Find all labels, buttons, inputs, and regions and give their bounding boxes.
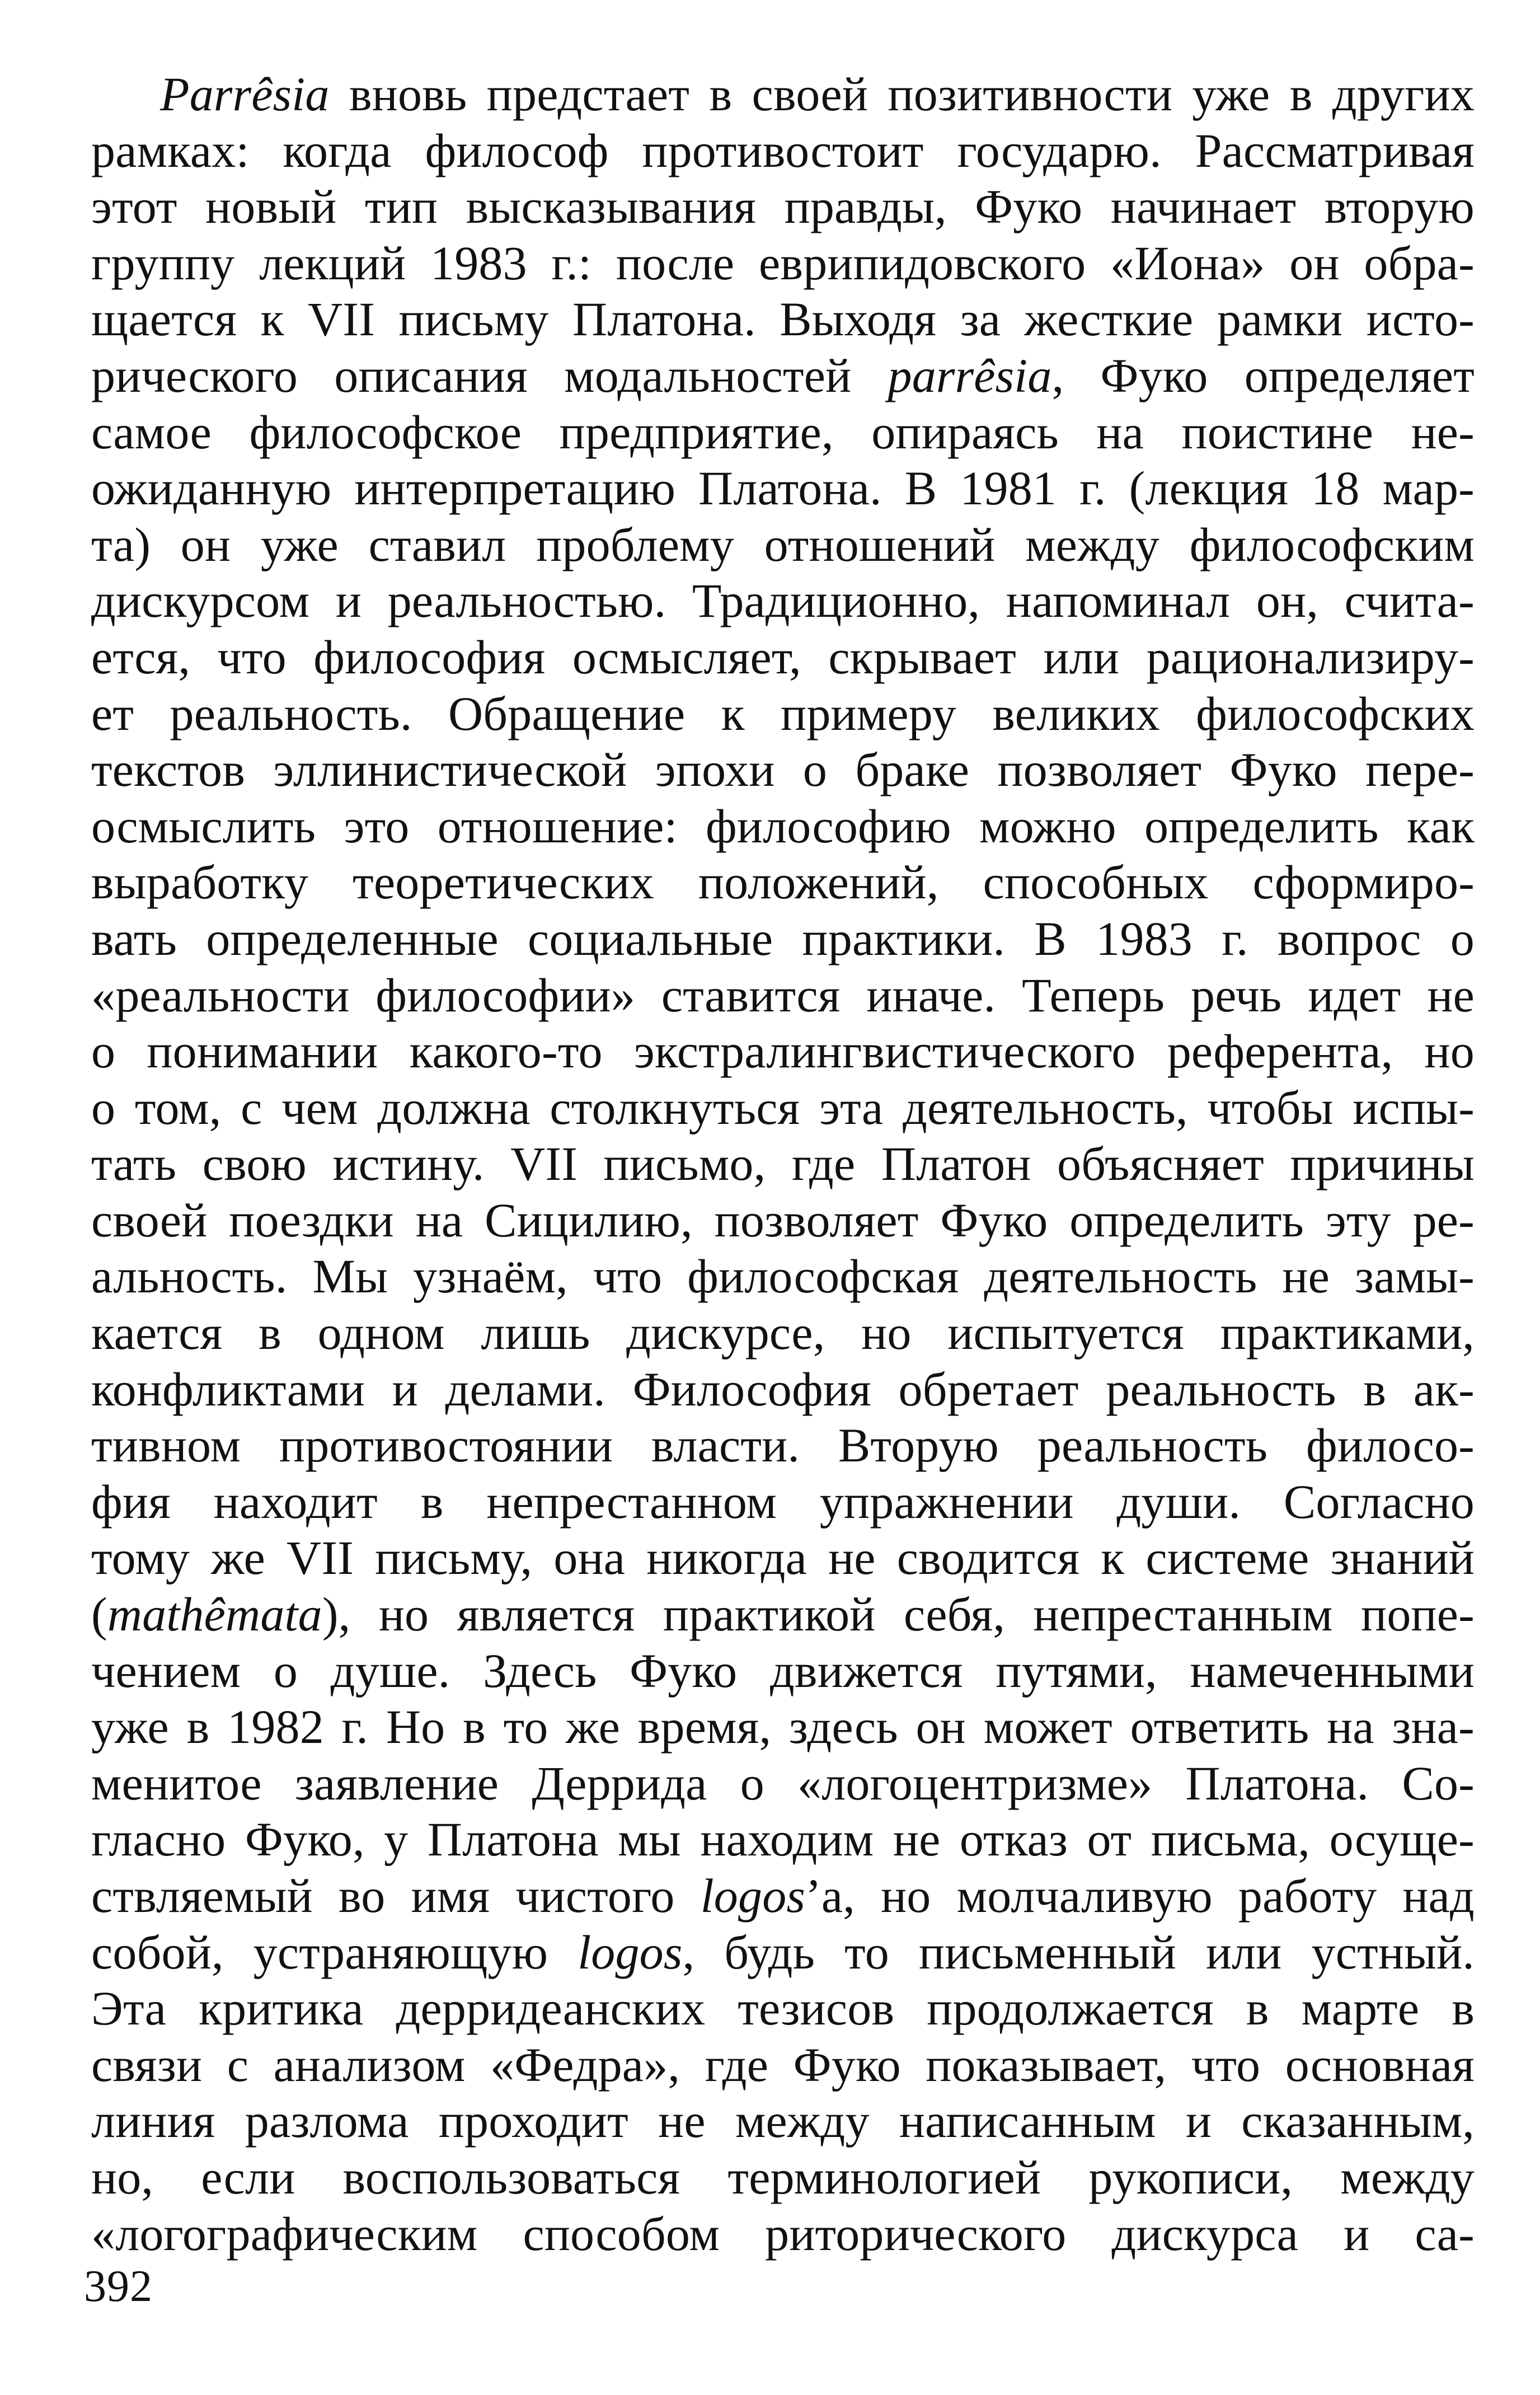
text-line (91, 1699, 1475, 1755)
body-paragraph (91, 66, 1475, 2262)
text-line (91, 123, 1475, 179)
italic-term: logos (578, 1925, 683, 1979)
text-line (91, 1192, 1475, 1249)
text-line (91, 66, 1475, 123)
text-run: текстов эллинистической эпохи о браке позволяет Фуко пере- (91, 743, 1475, 797)
text-line (91, 460, 1475, 517)
text-line (91, 967, 1475, 1024)
text-run: фия находит в непрестанном упражнении души. Согласно (91, 1474, 1475, 1529)
text-run: ствляемый во имя чистого (91, 1869, 701, 1923)
text-line (91, 1361, 1475, 1418)
text-line (91, 573, 1475, 629)
text-line (91, 854, 1475, 911)
text-run: рического описания модальностей (91, 348, 888, 402)
text-line (91, 2093, 1475, 2149)
text-line (91, 1811, 1475, 1868)
text-run: вновь предстает в своей позитивности уже в других (329, 67, 1475, 121)
text-line (91, 1643, 1475, 1699)
text-run: тивном противостоянии власти. Вторую реальность филосо- (91, 1418, 1475, 1473)
italic-term: logos (700, 1869, 806, 1923)
text-run: ожиданную интерпретацию Платона. В 1981 г. (лекция 18 мар- (91, 461, 1475, 515)
text-line (91, 2037, 1475, 2093)
text-run: Эта критика дерридеанских тезисов продолжается в марте в (91, 1981, 1475, 2036)
text-run: гласно Фуко, у Платона мы находим не отказ от письма, осуще- (91, 1812, 1475, 1867)
italic-term: parrêsia (888, 348, 1052, 402)
text-run: чением о душе. Здесь Фуко движется путями, намеченными (91, 1643, 1475, 1698)
text-run: о понимании какого-то экстралингвистического референта, но (91, 1024, 1475, 1079)
text-line (91, 179, 1475, 235)
text-run: менитое заявление Деррида о «логоцентризме» Платона. Со- (91, 1756, 1475, 1810)
text-line (91, 517, 1475, 573)
text-run: кается в одном лишь дискурсе, но испытуется практиками, (91, 1306, 1475, 1360)
text-line (91, 1924, 1475, 1981)
text-run: ’а, но молчаливую работу над (805, 1869, 1475, 1923)
text-run: ( (91, 1587, 107, 1642)
text-line (91, 2149, 1475, 2206)
text-run: дискурсом и реальностью. Традиционно, напоминал он, счита- (91, 574, 1475, 628)
text-run: но, если воспользоваться терминологией рукописи, между (91, 2150, 1475, 2204)
text-line (91, 1980, 1475, 2037)
text-line (91, 1530, 1475, 1586)
text-line (91, 291, 1475, 348)
text-run: этот новый тип высказывания правды, Фуко начинает вторую (91, 180, 1475, 234)
text-run: самое философское предприятие, опираясь на поистине не- (91, 405, 1475, 459)
text-run: ), но является практикой себя, непрестанным попе- (322, 1587, 1475, 1642)
text-run: собой, устраняющую (91, 1925, 578, 1979)
text-run: , будь то письменный или устный. (682, 1925, 1475, 1979)
text-line (91, 798, 1475, 855)
text-line (91, 235, 1475, 292)
text-line (91, 1586, 1475, 1643)
italic-term: mathêmata (107, 1587, 322, 1642)
text-line (91, 1080, 1475, 1136)
text-run: «логографическим способом риторического дискурса и са- (91, 2206, 1475, 2261)
text-line (91, 1755, 1475, 1812)
text-run: , Фуко определяет (1051, 348, 1475, 402)
text-run: рамках: когда философ противостоит государю. Рассматривая (91, 123, 1475, 177)
text-run: щается к VII письму Платона. Выходя за жесткие рамки исто- (91, 292, 1475, 346)
text-line (91, 1248, 1475, 1305)
text-line (91, 1305, 1475, 1361)
text-run: группу лекций 1983 г.: после еврипидовского «Иона» он обра- (91, 236, 1475, 290)
text-line (91, 686, 1475, 742)
page-number: 392 (84, 2262, 153, 2311)
text-run: о том, с чем должна столкнуться эта деятельность, чтобы испы- (91, 1080, 1475, 1135)
text-run: линия разлома проходит не между написанным и сказанным, (91, 2094, 1475, 2148)
text-run: конфликтами и делами. Философия обретает реальность в ак- (91, 1362, 1475, 1416)
text-line (91, 1868, 1475, 1924)
text-line (91, 1136, 1475, 1192)
text-line (91, 1417, 1475, 1474)
text-run: уже в 1982 г. Но в то же время, здесь он может ответить на зна- (91, 1700, 1475, 1754)
text-run: своей поездки на Сицилию, позволяет Фуко определить эту ре- (91, 1193, 1475, 1247)
text-run: ет реальность. Обращение к примеру великих философских (91, 686, 1475, 740)
text-line (91, 629, 1475, 686)
italic-term: Parrêsia (160, 67, 330, 121)
text-run: тому же VII письму, она никогда не сводится к системе знаний (91, 1531, 1475, 1585)
text-run: альность. Мы узнаём, что философская деятельность не замы- (91, 1249, 1475, 1304)
text-line (91, 404, 1475, 461)
text-run: ется, что философия осмысляет, скрывает или рационализиру- (91, 630, 1475, 684)
text-line (91, 1023, 1475, 1080)
text-run: «реальности философии» ставится иначе. Теперь речь идет не (91, 968, 1475, 1022)
text-run: связи с анализом «Федра», где Фуко показывает, что основная (91, 2037, 1475, 2092)
text-line (91, 348, 1475, 404)
text-line (91, 911, 1475, 967)
text-run: та) он уже ставил проблему отношений между философским (91, 517, 1475, 571)
text-line (91, 1474, 1475, 1530)
text-run: осмыслить это отношение: философию можно определить как (91, 799, 1475, 853)
text-run: выработку теоретических положений, способных сформиро- (91, 855, 1475, 910)
text-run: вать определенные социальные практики. В 1983 г. вопрос о (91, 911, 1475, 966)
text-line (91, 742, 1475, 798)
text-line (91, 2206, 1475, 2262)
text-run: тать свою истину. VII письмо, где Платон объясняет причины (91, 1137, 1475, 1191)
